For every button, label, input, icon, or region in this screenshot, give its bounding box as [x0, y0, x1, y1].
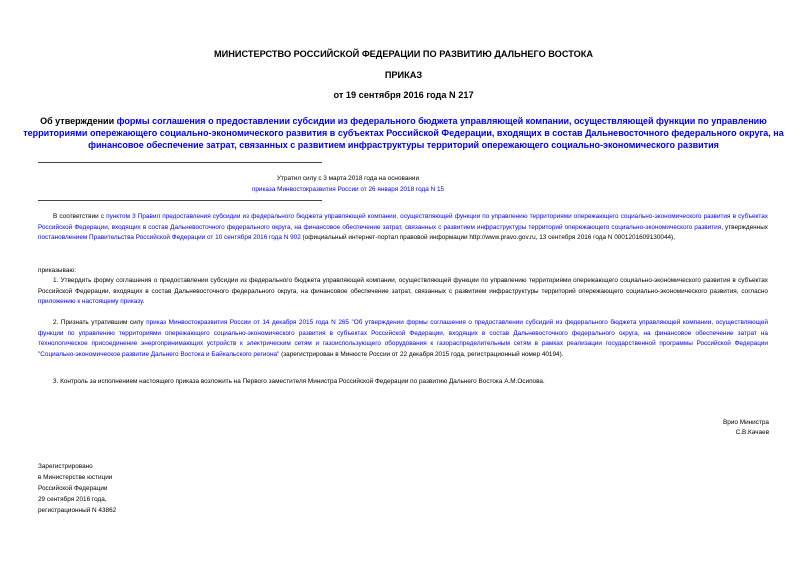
document-type-heading: ПРИКАЗ — [384, 70, 423, 80]
registration-line: Российской Федерации — [38, 485, 108, 492]
signatory-name: С.В.Качаев — [735, 429, 769, 436]
appendix-link[interactable]: приложению к настоящему приказу — [38, 298, 143, 305]
repeal-order-link[interactable]: приказа Минвостокразвития России от 26 января 2018 года N 15 — [251, 186, 445, 193]
preamble-text-3: (официальный интернет-портал правовой информации http://www.pravo.gov.ru, 13 сентября 2016 года N 0001201609130044), — [300, 234, 675, 241]
state-program-link[interactable]: "Социально-экономическое развитие Дальнего Востока и Байкальского региона" — [38, 350, 280, 358]
title-form-link[interactable]: формы соглашения о предоставлении субсидии из федерального бюджета управляющей компании, осуществляющей функции по управлению территориями опережающего социально-экономического развития в субъектах Российской Федерации, входящих в состав Дальневосточного федерального округа, на финансовое обеспечение затрат, связанных с развитием инфраструктуры территорий опережающего социально-экономического развития — [23, 116, 784, 150]
registration-line: 29 сентября 2016 года, — [38, 496, 107, 503]
separator-bottom — [38, 200, 322, 201]
rules-item-3-link[interactable]: пунктом 3 Правил предоставления субсидии из федерального бюджета управляющей компании, осуществляющей функции по управлению территориями опережающего социально-экономического развития в субъектах Российской Федерации, входящих в состав Дальневосточного федерального округа, на финансовое обеспечение затрат, связанных с развитием инфраструктуры территорий опережающего социально-экономического развития — [38, 213, 769, 231]
item-2-text-1: 2. Признать утратившим силу — [53, 319, 147, 326]
title-prefix: Об утверждении — [40, 116, 117, 126]
item-2-paragraph — [38, 318, 768, 360]
item-1-paragraph — [38, 276, 768, 308]
ministry-heading: МИНИСТЕРСТВО РОССИЙСКОЙ ФЕДЕРАЦИИ ПО РАЗВИТИЮ ДАЛЬНЕГО ВОСТОКА — [213, 49, 594, 59]
registration-line: Зарегистрировано — [38, 463, 93, 470]
registration-line: регистрационный N 43862 — [38, 507, 117, 514]
item-1-text-1: 1. Утвердить форму соглашения о предоставлении субсидии из федерального бюджета управляющей компании, осуществляющей функции по управлению территориями опережающего социально-экономического развития в субъектах Российской Федерации, входящих в состав Дальневосточного федерального округа, на финансовое обеспечение затрат, связанных с развитием инфраструктуры территорий опережающего социально-экономического развития, согласно — [38, 277, 768, 295]
lost-force-note: Утратил силу с 3 марта 2018 года на основании — [276, 175, 420, 182]
item-3-paragraph: 3. Контроль за исполнением настоящего приказа возложить на Первого заместителя Министра Российской Федерации по развитию Дальнего Востока А.М.Осипова. — [53, 378, 545, 385]
order-date-number: от 19 сентября 2016 года N 217 — [333, 90, 474, 100]
separator-top — [38, 162, 322, 163]
registration-line: в Министерстве юстиции — [38, 474, 113, 481]
order-word: приказываю: — [38, 267, 76, 274]
signatory-position: Врио Министра — [723, 419, 769, 426]
preamble-text-2: , утвержденных — [721, 223, 768, 231]
lost-force-basis — [38, 185, 658, 194]
preamble-text-1: В соответствии с — [53, 213, 107, 220]
document-title — [22, 115, 785, 151]
preamble-paragraph — [38, 212, 768, 244]
repealed-order-link[interactable]: приказ Минвостокразвития России от 14 декабря 2015 года N 265 "Об утверждении формы соглашения о предоставлении субсидий из федерального бюджета управляющей компании, осуществляющей функции по управлению территориями опережающего социально-экономического развития в субъектах Российской Федерации, входящих в состав Дальневосточного федерального округа, на финансовое обеспечение затрат на технологическое присоединение энергопринимающих устройств к электрическим сетям и газоиспользующего оборудования к газораспределительным сетям в рамках реализации государственной программы Российской Федерации — [38, 319, 768, 347]
government-decree-link[interactable]: постановлением Правительства Российской Федерации от 10 сентября 2016 года N 902 — [38, 234, 301, 241]
item-1-text-2: . — [142, 298, 145, 305]
item-2-text-2: (зарегистрирован в Минюсте России от 22 декабря 2015 года, регистрационный номер 40194). — [279, 350, 564, 358]
